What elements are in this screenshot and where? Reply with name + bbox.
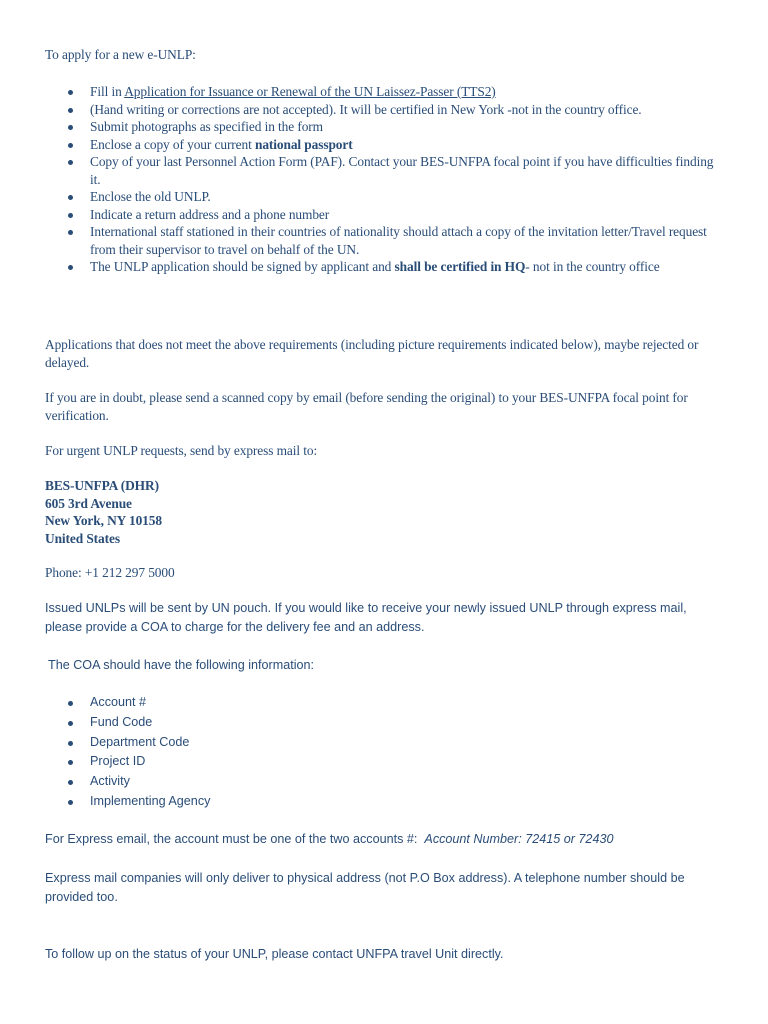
list-item: Submit photographs as specified in the form [45, 118, 725, 136]
express-paragraph [45, 830, 725, 849]
coa-heading: The COA should have the following information: [48, 658, 315, 672]
list-item: Enclose the old UNLP. [45, 188, 725, 206]
coa-list [45, 693, 725, 812]
item-text: Fill in [90, 84, 125, 99]
list-item: (Hand writing or corrections are not accepted). It will be certified in New York -not in the country office. [45, 101, 725, 119]
address-line: BES-UNFPA (DHR) [45, 478, 159, 493]
item-text: The UNLP application should be signed by applicant and [90, 259, 395, 274]
pouch-paragraph: Issued UNLPs will be sent by UN pouch. If you would like to receive your newly issued UNLP through express mail, please provide a COA to charge for the delivery fee and an address. [45, 601, 687, 634]
list-item [45, 136, 725, 154]
physical-address-paragraph: Express mail companies will only deliver to physical address (not P.O Box address). A telephone number should be provided too. [45, 871, 685, 904]
item-bold-text: shall be certified in HQ [394, 259, 526, 274]
address-line: United States [45, 530, 120, 546]
list-item: Implementing Agency [45, 792, 725, 812]
application-form-link[interactable]: Application for Issuance or Renewal of the UN Laissez-Passer (TTS2) [124, 84, 496, 99]
mailing-address [45, 477, 725, 547]
list-item: Copy of your last Personnel Action Form (PAF). Contact your BES-UNFPA focal point if you have difficulties finding it. [45, 153, 725, 188]
urgent-paragraph: For urgent UNLP requests, send by express mail to: [45, 443, 318, 458]
rejected-paragraph: Applications that does not meet the above requirements (including picture requirements indicated below), maybe rejected or delayed. [45, 337, 699, 370]
list-item: International staff stationed in their countries of nationality should attach a copy of the invitation letter/Travel request from their supervisor to travel on behalf of the UN. [45, 223, 725, 258]
item-bold-text: national passport [254, 136, 353, 152]
requirements-list [45, 83, 725, 276]
express-text: For Express email, the account must be one of the two accounts #: [45, 832, 418, 846]
list-item: Project ID [45, 752, 725, 772]
address-line: 605 3rd Avenue [45, 495, 132, 511]
item-text: Enclose a copy of your current [90, 136, 255, 152]
list-item: Indicate a return address and a phone number [45, 206, 725, 224]
address-line: New York, NY 10158 [45, 513, 162, 528]
account-numbers: Account Number: 72415 or 72430 [424, 832, 614, 846]
list-item: Account # [45, 693, 725, 713]
followup-paragraph: To follow up on the status of your UNLP, please contact UNFPA travel Unit directly. [45, 947, 504, 961]
list-item: Activity [45, 772, 725, 792]
list-item: Department Code [45, 733, 725, 753]
phone-line: Phone: +1 212 297 5000 [45, 565, 175, 580]
intro-line: To apply for a new e-UNLP: [45, 47, 196, 62]
list-item: Fund Code [45, 713, 725, 733]
item-text: - not in the country office [525, 259, 660, 274]
list-item [45, 83, 725, 101]
list-item [45, 258, 725, 276]
doubt-paragraph: If you are in doubt, please send a scanned copy by email (before sending the original) to your BES-UNFPA focal point for verification. [45, 390, 688, 423]
